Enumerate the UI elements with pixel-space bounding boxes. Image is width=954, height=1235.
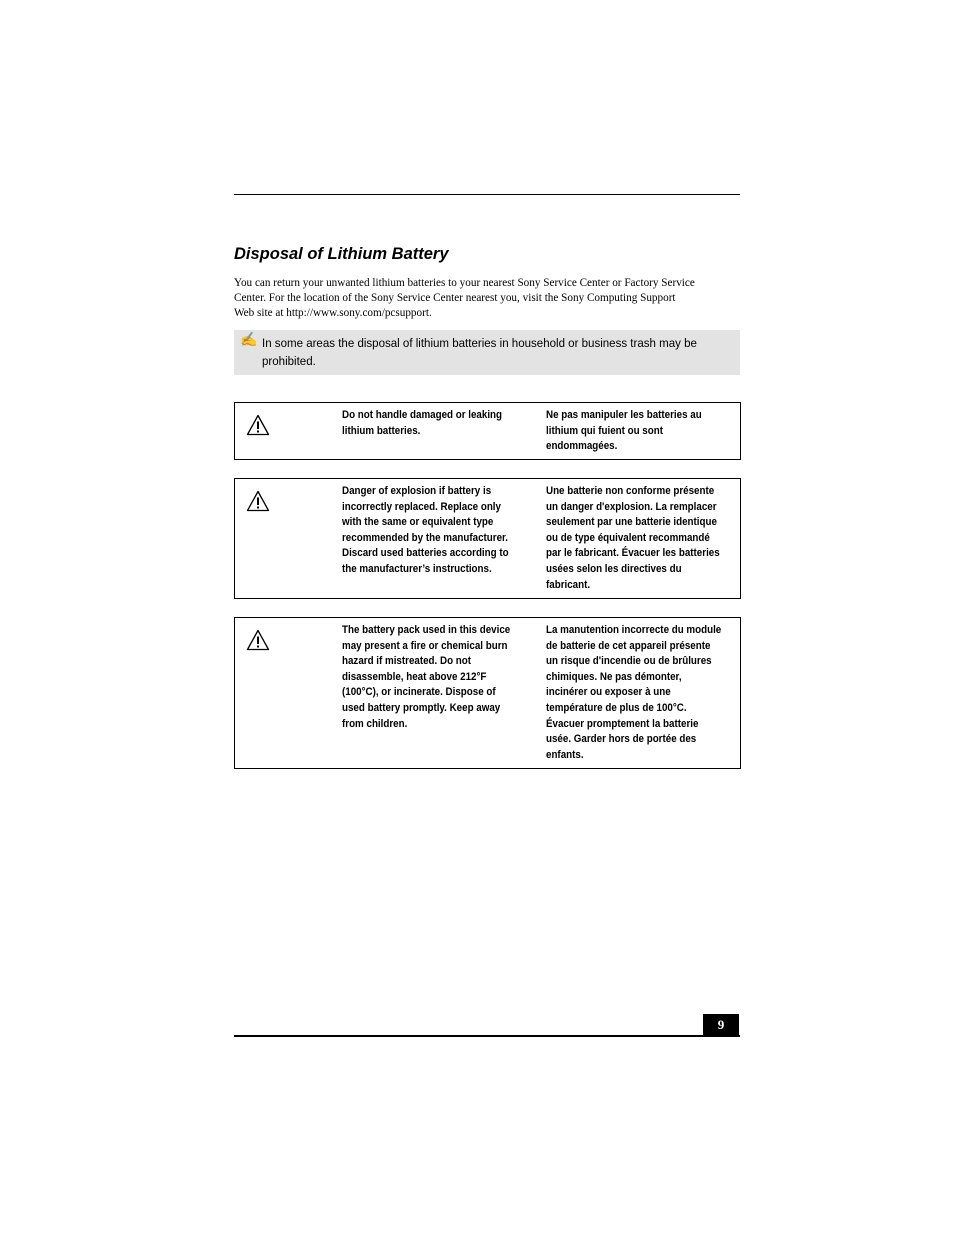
warning-line: Danger of explosion if battery is [342, 485, 492, 497]
intro-line: You can return your unwanted lithium batteries to your nearest Sony Service Center or Factory Service [234, 277, 695, 289]
warning-line: hazard if mistreated. Do not [342, 655, 471, 668]
warning-line: usée. Garder hors de portée des [546, 733, 697, 746]
warning-text-french [546, 484, 720, 593]
warning-line: Une batterie non conforme présente [546, 485, 715, 497]
warning-line: un risque d'incendie ou de brûlures [546, 655, 712, 668]
warning-line: Ne pas manipuler les batteries au [546, 409, 702, 421]
warning-line: used battery promptly. Keep away [342, 701, 501, 714]
warning-box-damaged-batteries [234, 402, 741, 460]
warning-line: may present a fire or chemical burn [342, 639, 508, 652]
warning-line: seulement par une batterie identique [546, 516, 717, 529]
warning-line: La manutention incorrecte du module [546, 624, 722, 636]
warning-line: par le fabricant. Évacuer les batteries [546, 547, 720, 560]
warning-line: lithium batteries. [342, 424, 421, 437]
section-title: Disposal of Lithium Battery [234, 245, 449, 263]
warning-line: fabricant. [546, 578, 591, 591]
warning-line: lithium qui fuient ou sont [546, 424, 664, 437]
warning-line: endommagées. [546, 440, 618, 453]
warning-box-explosion [234, 478, 741, 599]
warning-line: incinérer ou exposer à une [546, 686, 671, 699]
warning-text-english [342, 484, 509, 578]
page-number: 9 [703, 1014, 739, 1037]
warning-text-french [546, 408, 702, 455]
note-box [234, 330, 740, 375]
warning-line: chimiques. Ne pas démonter, [546, 670, 682, 683]
warning-line: Évacuer promptement la batterie [546, 717, 699, 730]
warning-line: the manufacturer’s instructions. [342, 562, 492, 575]
intro-line: Web site at http://www.sony.com/pcsupport. [234, 307, 432, 319]
warning-triangle-icon [246, 414, 270, 436]
header-rule [234, 194, 740, 195]
warning-line: un danger d'explosion. La remplacer [546, 500, 717, 513]
warning-line: enfants. [546, 748, 584, 761]
warning-text-french [546, 623, 721, 763]
warning-line: from children. [342, 717, 408, 730]
warning-line: with the same or equivalent type [342, 516, 494, 529]
intro-line: Center. For the location of the Sony Service Center nearest you, visit the Sony Computing Support [234, 292, 676, 304]
warning-line: The battery pack used in this device [342, 624, 511, 636]
warning-triangle-icon [246, 490, 270, 512]
warning-line: température de plus de 100°C. [546, 701, 687, 714]
note-line: In some areas the disposal of lithium batteries in household or business trash may be [262, 336, 697, 350]
warning-text-english [342, 623, 510, 732]
warning-line: incorrectly replaced. Replace only [342, 500, 501, 513]
warning-line: ou de type équivalent recommandé [546, 531, 710, 544]
footer-rule [234, 1035, 740, 1037]
warning-line: Do not handle damaged or leaking [342, 409, 503, 421]
note-line: prohibited. [262, 354, 316, 368]
warning-line: disassemble, heat above 212°F [342, 670, 487, 683]
pencil-note-icon: ✍ [240, 333, 258, 348]
intro-paragraph [234, 276, 734, 321]
warning-triangle-icon [246, 629, 270, 651]
warning-line: (100°C), or incinerate. Dispose of [342, 686, 496, 699]
warning-line: usées selon les directives du [546, 562, 682, 575]
warning-text-english [342, 408, 502, 439]
warning-line: Discard used batteries according to [342, 547, 509, 560]
warning-line: de batterie de cet appareil présente [546, 639, 711, 652]
warning-line: recommended by the manufacturer. [342, 531, 509, 544]
note-text [262, 334, 704, 370]
warning-box-fire-hazard [234, 617, 741, 769]
